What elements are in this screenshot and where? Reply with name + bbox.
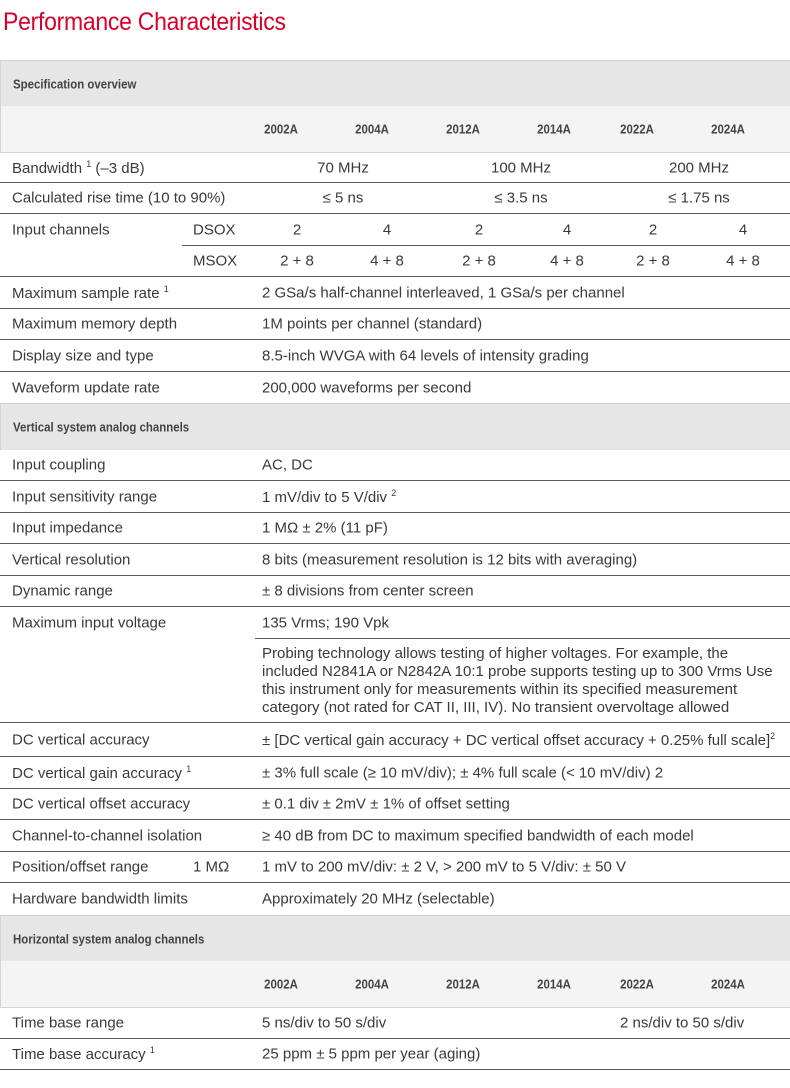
spec-table xyxy=(0,60,790,1070)
cell: ± 0.1 div ± 2mV ± 1% of offset setting xyxy=(262,795,510,813)
model-header-row xyxy=(0,106,790,152)
cell: Approximately 20 MHz (selectable) xyxy=(262,890,495,908)
probing-note: Probing technology allows testing of higher voltages. For example, the included N2841A or N2842A 10:1 probe supports testing up to 300 Vrms Use this instrument only for measurements within its specified measurement category (not rated for CAT II, III, IV). No transient overvoltage allowed xyxy=(262,645,773,716)
cell: ≤ 5 ns xyxy=(322,189,364,207)
table-row xyxy=(0,277,790,309)
table-row xyxy=(0,757,790,789)
cell: ± [DC vertical gain accuracy + DC vertical offset accuracy + 0.25% full scale]$^2$ xyxy=(262,730,776,749)
table-row xyxy=(0,481,790,513)
row-label: Input coupling xyxy=(12,456,106,474)
cell: 1M points per channel (standard) xyxy=(262,315,483,333)
cell: 4 + 8 xyxy=(370,252,404,270)
cell: 8 bits (measurement resolution is 12 bits with averaging) xyxy=(262,551,638,568)
cell: 4 xyxy=(382,221,392,239)
cell: 2 + 8 xyxy=(462,252,496,270)
model-2022a: 2022A xyxy=(620,976,654,992)
table-row xyxy=(0,183,790,214)
model-2022a: 2022A xyxy=(620,121,654,137)
sub-label: MSOX xyxy=(193,252,238,270)
table-row xyxy=(0,639,790,723)
row-label: Position/offset range xyxy=(12,858,149,876)
section-header-overview xyxy=(0,60,790,106)
cell: ≤ 1.75 ns xyxy=(668,189,730,207)
page-title: Performance Characteristics xyxy=(3,8,286,36)
cell: 1 mV/div to 5 V/div $^2$ xyxy=(262,487,397,506)
model-2004a: 2004A xyxy=(355,121,389,137)
table-row xyxy=(0,372,790,403)
cell: 2 xyxy=(474,221,484,239)
table-row xyxy=(0,513,790,544)
cell: 2 ns/div to 50 s/div xyxy=(620,1014,745,1032)
row-label: Input impedance xyxy=(12,519,123,537)
cell: AC, DC xyxy=(262,456,313,474)
table-row xyxy=(0,152,790,183)
section-header-horizontal xyxy=(0,915,790,961)
section-title: Vertical system analog channels xyxy=(13,419,190,435)
table-row xyxy=(0,852,790,883)
cell: 200,000 waveforms per second xyxy=(262,379,472,396)
row-label: DC vertical accuracy xyxy=(12,731,150,748)
table-row xyxy=(0,309,790,340)
section-header-vertical xyxy=(0,403,790,450)
table-row xyxy=(0,544,790,576)
section-title: Specification overview xyxy=(13,76,137,91)
sub-label: DSOX xyxy=(193,221,236,239)
cell: 2 GSa/s half-channel interleaved, 1 GSa/s per channel xyxy=(262,284,625,301)
cell: 4 + 8 xyxy=(550,252,584,270)
row-label: DC vertical offset accuracy xyxy=(12,795,191,813)
cell: ± 8 divisions from center screen xyxy=(262,582,474,600)
row-label: DC vertical gain accuracy $^1$ xyxy=(12,763,192,782)
model-2012a: 2012A xyxy=(446,976,480,992)
model-2004a: 2004A xyxy=(355,976,389,992)
model-2002a: 2002A xyxy=(264,121,298,137)
table-row xyxy=(0,450,790,481)
table-row xyxy=(0,723,790,757)
row-label: Time base range xyxy=(12,1014,125,1032)
cell: ± 3% full scale (≥ 10 mV/div); ± 4% full scale (< 10 mV/div) 2 xyxy=(262,764,664,781)
sub-label: 1 MΩ xyxy=(193,858,230,876)
cell: 1 MΩ ± 2% (11 pF) xyxy=(262,519,388,537)
table-row xyxy=(0,820,790,852)
row-label: Input channels xyxy=(12,221,110,239)
cell: 4 + 8 xyxy=(726,252,760,270)
cell: 100 MHz xyxy=(490,159,552,176)
model-2012a: 2012A xyxy=(446,121,480,137)
model-2014a: 2014A xyxy=(537,121,571,137)
row-label: Time base accuracy $^1$ xyxy=(12,1045,155,1063)
cell: 4 xyxy=(562,221,572,239)
table-row xyxy=(0,214,790,246)
row-label: Maximum input voltage xyxy=(12,614,167,632)
cell: ≥ 40 dB from DC to maximum specified bandwidth of each model xyxy=(262,827,694,844)
row-label: Hardware bandwidth limits xyxy=(12,890,188,908)
row-label: Channel-to-channel isolation xyxy=(12,827,203,844)
model-header-row xyxy=(0,961,790,1007)
table-row xyxy=(0,1007,790,1039)
cell: 25 ppm ± 5 ppm per year (aging) xyxy=(262,1045,481,1063)
cell: 4 xyxy=(738,221,748,239)
table-row xyxy=(0,340,790,372)
model-2002a: 2002A xyxy=(264,976,298,992)
row-label: Waveform update rate xyxy=(12,379,160,396)
row-label: Input sensitivity range xyxy=(12,488,158,505)
cell: 135 Vrms; 190 Vpk xyxy=(262,614,390,632)
cell: 2 + 8 xyxy=(280,252,314,270)
cell: 2 xyxy=(648,221,658,239)
row-label: Display size and type xyxy=(12,347,154,364)
cell: 1 mV to 200 mV/div: ± 2 V, > 200 mV to 5 V/div: ± 50 V xyxy=(262,858,627,876)
table-row xyxy=(0,789,790,820)
row-label: Maximum memory depth xyxy=(12,315,178,333)
row-label: Maximum sample rate $^1$ xyxy=(12,283,169,302)
model-2024a: 2024A xyxy=(711,121,745,137)
table-row xyxy=(0,576,790,607)
section-title: Horizontal system analog channels xyxy=(13,931,205,946)
model-2014a: 2014A xyxy=(537,976,571,992)
table-row xyxy=(0,1039,790,1070)
cell: ≤ 3.5 ns xyxy=(494,189,548,207)
cell: 8.5-inch WVGA with 64 levels of intensity grading xyxy=(262,347,589,364)
cell: 5 ns/div to 50 s/div xyxy=(262,1014,387,1032)
cell: 70 MHz xyxy=(317,159,369,176)
cell: 2 xyxy=(292,221,302,239)
model-2024a: 2024A xyxy=(711,976,745,992)
row-label: Bandwidth $^1$ (–3 dB) xyxy=(12,158,145,177)
table-row xyxy=(0,246,790,277)
cell: 200 MHz xyxy=(668,159,730,176)
table-row xyxy=(0,607,790,639)
row-label: Vertical resolution xyxy=(12,551,131,568)
row-label: Dynamic range xyxy=(12,582,113,600)
table-row xyxy=(0,883,790,915)
cell: 2 + 8 xyxy=(636,252,670,270)
row-label: Calculated rise time (10 to 90%) xyxy=(12,189,226,207)
